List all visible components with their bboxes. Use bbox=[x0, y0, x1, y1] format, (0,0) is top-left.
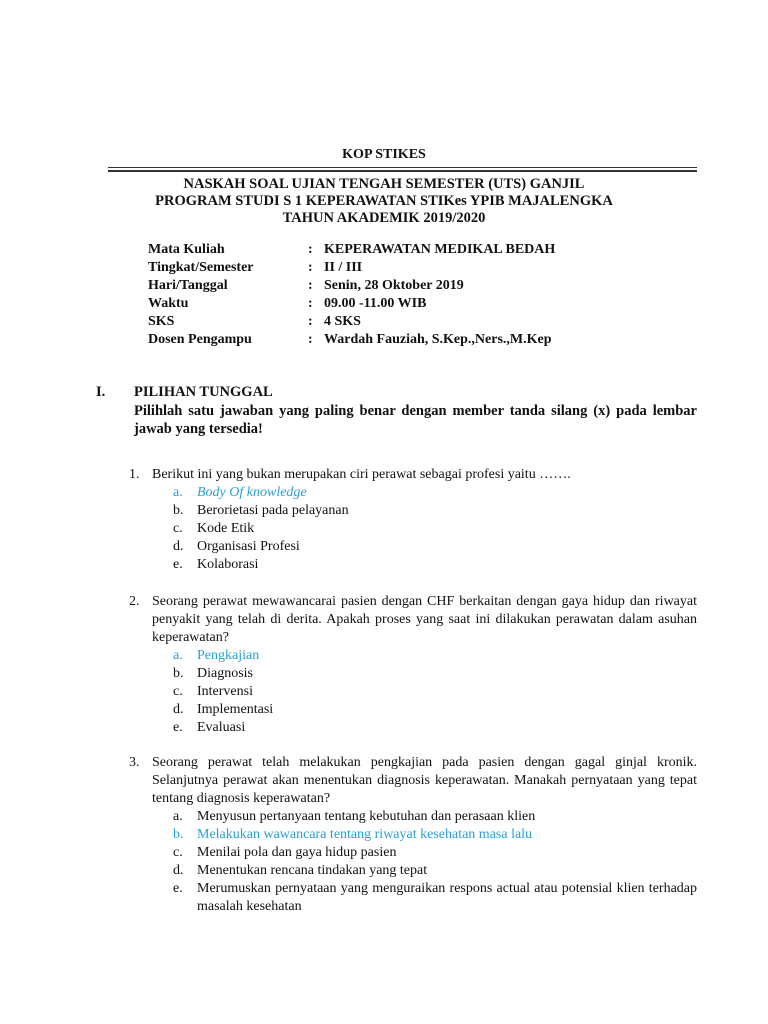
info-label: Hari/Tanggal bbox=[148, 278, 228, 293]
option-a bbox=[0, 808, 768, 826]
option-d bbox=[0, 862, 768, 880]
info-colon: : bbox=[308, 296, 313, 311]
section-number: I. bbox=[96, 384, 106, 400]
info-value: 09.00 -11.00 WIB bbox=[324, 296, 427, 311]
option-text: Diagnosis bbox=[197, 666, 253, 681]
question-text: Seorang perawat mewawancarai pasien dengan CHF berkaitan dengan gaya hidup dan riwayat penyakit yang telah di derita. Apakah proses yang saat ini dilakukan perawatan dalam asuhan keperawatan? bbox=[152, 594, 697, 645]
info-colon: : bbox=[308, 314, 313, 329]
option-b bbox=[0, 665, 768, 683]
info-label: SKS bbox=[148, 314, 175, 329]
option-text: Kode Etik bbox=[197, 521, 255, 536]
question-number: 2. bbox=[129, 594, 140, 609]
option-letter: d. bbox=[173, 863, 184, 878]
option-text: Organisasi Profesi bbox=[197, 539, 300, 554]
option-letter: a. bbox=[173, 809, 183, 824]
option-d bbox=[0, 538, 768, 556]
exam-title: NASKAH SOAL UJIAN TENGAH SEMESTER (UTS) GANJIL bbox=[183, 176, 585, 192]
option-b bbox=[0, 826, 768, 844]
section-title: PILIHAN TUNGGAL bbox=[134, 384, 273, 400]
option-text: Menilai pola dan gaya hidup pasien bbox=[197, 845, 397, 860]
option-letter: b. bbox=[173, 827, 184, 842]
info-colon: : bbox=[308, 242, 313, 257]
option-text: Berorietasi pada pelayanan bbox=[197, 503, 349, 518]
info-label: Mata Kuliah bbox=[148, 242, 225, 257]
option-c bbox=[0, 683, 768, 701]
option-text: Body Of knowledge bbox=[197, 485, 307, 500]
section-instruction: Pilihlah satu jawaban yang paling benar dengan member tanda silang (x) pada lembar jawab yang tersedia! bbox=[134, 403, 697, 437]
option-e bbox=[0, 556, 768, 574]
info-value: II / III bbox=[324, 260, 363, 275]
option-text: Menyusun pertanyaan tentang kebutuhan dan perasaan klien bbox=[197, 809, 536, 824]
info-label: Dosen Pengampu bbox=[148, 332, 252, 347]
option-letter: e. bbox=[173, 881, 183, 896]
option-b bbox=[0, 502, 768, 520]
question-text: Berikut ini yang bukan merupakan ciri perawat sebagai profesi yaitu ……. bbox=[152, 467, 571, 482]
option-e bbox=[0, 719, 768, 737]
option-letter: e. bbox=[173, 720, 183, 735]
option-letter: c. bbox=[173, 845, 183, 860]
letterhead-placeholder: KOP STIKES bbox=[342, 147, 426, 162]
option-c bbox=[0, 844, 768, 862]
info-colon: : bbox=[308, 332, 313, 347]
program-title: PROGRAM STUDI S 1 KEPERAWATAN STIKes YPIB MAJALENGKA bbox=[155, 193, 613, 209]
option-d bbox=[0, 701, 768, 719]
option-letter: b. bbox=[173, 666, 184, 681]
option-a bbox=[0, 484, 768, 502]
option-text: Intervensi bbox=[197, 684, 253, 699]
question-number: 3. bbox=[129, 755, 140, 770]
option-text: Menentukan rencana tindakan yang tepat bbox=[197, 863, 428, 878]
option-text: Evaluasi bbox=[197, 720, 246, 735]
option-text: Merumuskan pernyataan yang menguraikan respons actual atau potensial klien terhadap masalah kesehatan bbox=[197, 881, 697, 914]
info-value: Senin, 28 Oktober 2019 bbox=[324, 278, 464, 293]
option-letter: a. bbox=[173, 648, 183, 663]
info-value: 4 SKS bbox=[324, 314, 361, 329]
option-text: Melakukan wawancara tentang riwayat kesehatan masa lalu bbox=[197, 827, 533, 842]
option-letter: d. bbox=[173, 539, 184, 554]
question-number: 1. bbox=[129, 467, 140, 482]
question-text: Seorang perawat telah melakukan pengkajian pada pasien dengan gagal ginjal kronik. Selanjutnya perawat akan menentukan diagnosis keperawatan. Manakah pernyataan yang tepat tentang diagnosis keperawatan? bbox=[152, 755, 697, 806]
option-letter: d. bbox=[173, 702, 184, 717]
info-label: Tingkat/Semester bbox=[148, 260, 254, 275]
option-letter: c. bbox=[173, 521, 183, 536]
option-text: Implementasi bbox=[197, 702, 274, 717]
info-value: KEPERAWATAN MEDIKAL BEDAH bbox=[324, 242, 556, 257]
info-colon: : bbox=[308, 260, 313, 275]
academic-year: TAHUN AKADEMIK 2019/2020 bbox=[282, 210, 486, 226]
option-letter: b. bbox=[173, 503, 184, 518]
option-letter: c. bbox=[173, 684, 183, 699]
option-c bbox=[0, 520, 768, 538]
option-e bbox=[0, 880, 768, 916]
option-text: Pengkajian bbox=[197, 648, 260, 663]
info-label: Waktu bbox=[148, 296, 189, 311]
option-letter: e. bbox=[173, 557, 183, 572]
info-colon: : bbox=[308, 278, 313, 293]
header-rule-thin bbox=[108, 167, 697, 168]
info-value: Wardah Fauziah, S.Kep.,Ners.,M.Kep bbox=[324, 332, 552, 347]
option-text: Kolaborasi bbox=[197, 557, 259, 572]
option-a bbox=[0, 647, 768, 665]
header-rule-thick bbox=[108, 170, 697, 172]
option-letter: a. bbox=[173, 485, 183, 500]
